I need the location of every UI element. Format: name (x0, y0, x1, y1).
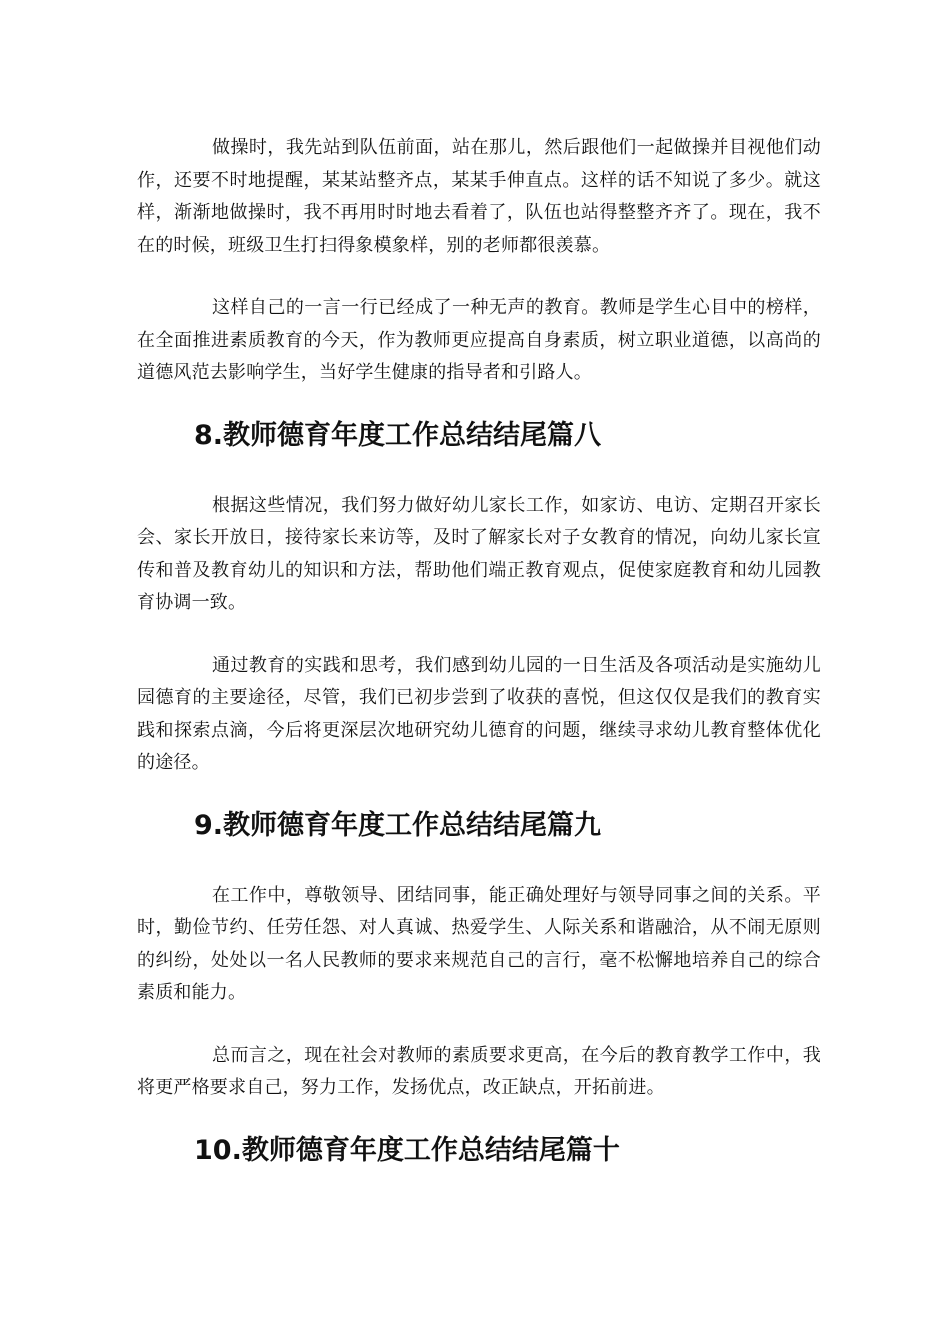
section-heading: 8.教师德育年度工作总结结尾篇八 (194, 419, 602, 451)
paragraph: 根据这些情况，我们努力做好幼儿家长工作，如家访、电访、定期召开家长会、家长开放日，接待家长来访等，及时了解家长对子女教育的情况，向幼儿家长宣传和普及教育幼儿的知识和方法，帮助他们端正教育观点，促使家庭教育和幼儿园教育协调一致。 (137, 494, 821, 613)
paragraph: 总而言之，现在社会对教师的素质要求更高，在今后的教育教学工作中，我将更严格要求自己，努力工作，发扬优点，改正缺点，开拓前进。 (137, 1044, 821, 1098)
paragraph: 这样自己的一言一行已经成了一种无声的教育。教师是学生心目中的榜样，在全面推进素质教育的今天，作为教师更应提高自身素质，树立职业道德，以高尚的道德风范去影响学生，当好学生健康的指导者和引路人。 (137, 297, 821, 383)
section-heading: 9.教师德育年度工作总结结尾篇九 (194, 809, 602, 841)
paragraph: 在工作中，尊敬领导、团结同事，能正确处理好与领导同事之间的关系。平时，勤俭节约、任劳任怨、对人真诚、热爱学生、人际关系和谐融洽，从不闹无原则的纠纷，处处以一名人民教师的要求来规范自己的言行，毫不松懈地培养自己的综合素质和能力。 (137, 884, 821, 1003)
paragraph: 做操时，我先站到队伍前面，站在那儿，然后跟他们一起做操并目视他们动作，还要不时地提醒，某某站整齐点，某某手伸直点。这样的话不知说了多少。就这样，渐渐地做操时，我不再用时时地去看着了，队伍也站得整整齐齐了。现在，我不在的时候，班级卫生打扫得象模象样，别的老师都很羡慕。 (137, 137, 821, 256)
section-heading: 10.教师德育年度工作总结结尾篇十 (194, 1134, 620, 1166)
document-page (137, 132, 821, 1171)
paragraph: 通过教育的实践和思考，我们感到幼儿园的一日生活及各项活动是实施幼儿园德育的主要途径，尽管，我们已初步尝到了收获的喜悦，但这仅仅是我们的教育实践和探索点滴，今后将更深层次地研究幼儿德育的问题，继续寻求幼儿教育整体优化的途径。 (137, 654, 821, 773)
